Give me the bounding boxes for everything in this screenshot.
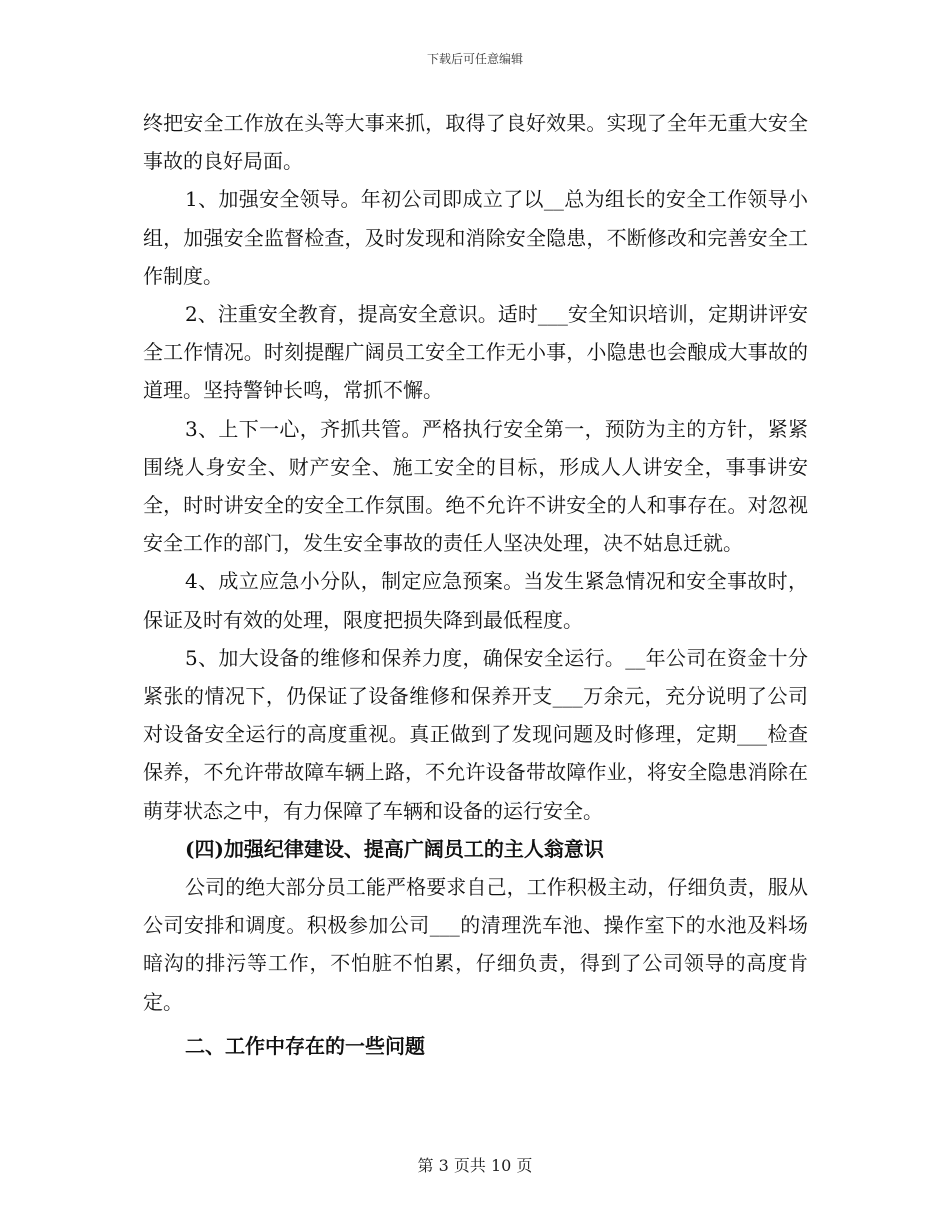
page-header: 下载后可任意编辑 — [426, 52, 523, 66]
paragraph-item-4: 4、成立应急小分队，制定应急预案。当发生紧急情况和安全事故时，保证及时有效的处理，限度把损失降到最低程度。 — [143, 569, 808, 632]
paragraph-item-1: 1、加强安全领导。年初公司即成立了以__总为组长的安全工作领导小组，加强安全监督检查，及时发现和消除安全隐患，不断修改和完善安全工作制度。 — [143, 187, 808, 288]
subsection-heading-4: (四)加强纪律建设、提高广阔员工的主人翁意识 — [185, 836, 604, 861]
paragraph-item-5: 5、加大设备的维修和保养力度，确保安全运行。__年公司在资金十分紧张的情况下，仍保证了设备维修和保养开支___万余元，充分说明了公司对设备安全运行的高度重视。真正做到了发现问题及时修理，定期___检查保养，不允许带故障车辆上路，不允许设备带故障作业，将安全隐患消除在萌芽状态之中，有力保障了车辆和设备的运行安全。 — [143, 645, 808, 823]
document-body — [143, 104, 808, 1065]
paragraph-item-2: 2、注重安全教育，提高安全意识。适时___安全知识培训，定期讲评安全工作情况。时刻提醒广阔员工安全工作无小事，小隐患也会酿成大事故的道理。坚持警钟长鸣，常抓不懈。 — [143, 302, 808, 403]
paragraph-discipline: 公司的绝大部分员工能严格要求自己，工作积极主动，仔细负责，服从公司安排和调度。积极参加公司___的清理洗车池、操作室下的水池及料场暗沟的排污等工作，不怕脏不怕累，仔细负责，得到了公司领导的高度肯定。 — [143, 875, 808, 1014]
page-footer: 第 3 页共 10 页 — [417, 1156, 533, 1175]
section-heading-2: 二、工作中存在的一些问题 — [185, 1033, 425, 1058]
paragraph-item-3: 3、上下一心，齐抓共管。严格执行安全第一，预防为主的方针，紧紧围绕人身安全、财产安全、施工安全的目标，形成人人讲安全，事事讲安全，时时讲安全的安全工作氛围。绝不允许不讲安全的人和事存在。对忽视安全工作的部门，发生安全事故的责任人坚决处理，决不姑息迁就。 — [143, 416, 808, 556]
paragraph-continuation: 终把安全工作放在头等大事来抓，取得了良好效果。实现了全年无重大安全事故的良好局面。 — [143, 111, 808, 174]
